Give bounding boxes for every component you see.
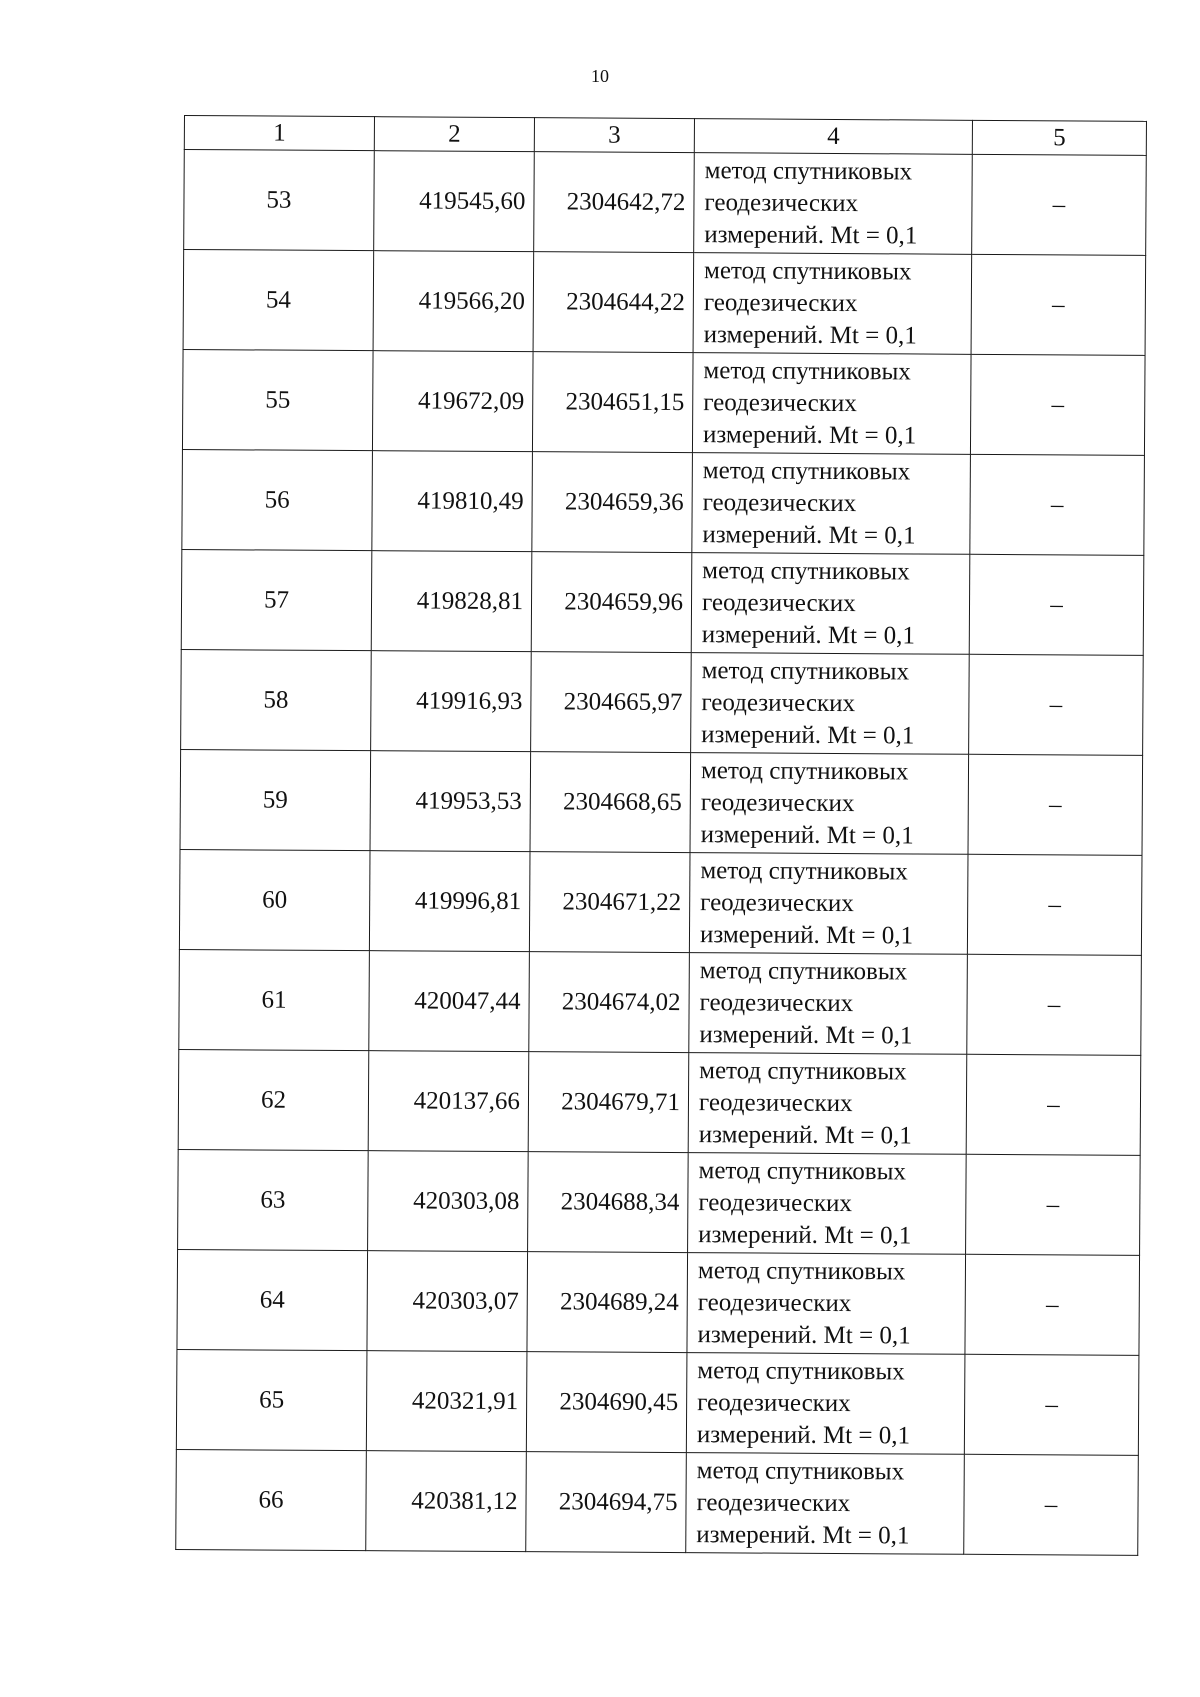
point-number-cell: 53 xyxy=(184,150,375,251)
column-header-4: 4 xyxy=(694,119,972,155)
table-row xyxy=(178,1049,1141,1155)
note-cell: – xyxy=(969,654,1144,755)
x-coordinate-cell: 419545,60 xyxy=(374,151,535,252)
method-line-3: измерений. Mt = 0,1 xyxy=(698,1120,912,1149)
method-line-1: метод спутниковых xyxy=(704,156,913,185)
table-row xyxy=(184,150,1147,256)
method-line-1: метод спутниковых xyxy=(696,1456,905,1485)
y-coordinate-cell: 2304679,71 xyxy=(528,1052,689,1153)
page-number: 10 xyxy=(591,66,609,86)
method-line-2: геодезических xyxy=(696,1488,851,1517)
table-row xyxy=(181,649,1144,755)
y-coordinate-cell: 2304671,22 xyxy=(529,852,690,953)
method-line-1: метод спутниковых xyxy=(701,656,910,685)
method-line-3: измерений. Mt = 0,1 xyxy=(704,220,918,249)
method-line-3: измерений. Mt = 0,1 xyxy=(702,520,916,549)
method-line-1: метод спутниковых xyxy=(700,756,909,785)
x-coordinate-cell: 419916,93 xyxy=(371,651,532,752)
note-cell: – xyxy=(968,754,1143,855)
y-coordinate-cell: 2304690,45 xyxy=(526,1352,687,1453)
note-cell: – xyxy=(967,854,1142,955)
point-number-cell: 63 xyxy=(178,1149,369,1250)
column-header-3: 3 xyxy=(534,118,694,153)
point-number-cell: 66 xyxy=(176,1449,367,1550)
note-cell: – xyxy=(969,554,1144,655)
table-body xyxy=(176,150,1147,1556)
method-line-2: геодезических xyxy=(701,588,856,617)
method-cell xyxy=(686,1453,965,1555)
point-number-cell: 61 xyxy=(179,949,370,1050)
method-line-3: измерений. Mt = 0,1 xyxy=(697,1320,911,1349)
note-cell: – xyxy=(970,454,1145,555)
method-line-1: метод спутниковых xyxy=(699,1056,907,1085)
method-line-3: измерений. Mt = 0,1 xyxy=(698,1220,912,1249)
x-coordinate-cell: 420137,66 xyxy=(368,1051,529,1152)
x-coordinate-cell: 419810,49 xyxy=(372,451,533,552)
method-line-1: метод спутниковых xyxy=(697,1356,905,1385)
table-row xyxy=(176,1349,1139,1455)
x-coordinate-cell: 419953,53 xyxy=(370,751,531,852)
method-line-3: измерений. Mt = 0,1 xyxy=(700,820,914,849)
method-line-2: геодезических xyxy=(698,1088,853,1117)
table-row xyxy=(176,1449,1139,1555)
method-cell xyxy=(686,1353,965,1455)
x-coordinate-cell: 419566,20 xyxy=(373,251,534,352)
column-header-5: 5 xyxy=(972,120,1146,155)
method-line-1: метод спутниковых xyxy=(699,956,908,985)
table-row xyxy=(181,549,1144,655)
coordinates-table xyxy=(175,115,1147,1556)
method-line-3: измерений. Mt = 0,1 xyxy=(702,420,917,449)
method-line-2: геодезических xyxy=(703,288,858,317)
note-cell: – xyxy=(970,354,1145,455)
y-coordinate-cell: 2304688,34 xyxy=(528,1152,689,1253)
note-cell: – xyxy=(964,1354,1139,1455)
note-cell: – xyxy=(964,1454,1139,1555)
method-line-1: метод спутниковых xyxy=(703,356,911,385)
method-line-3: измерений. Mt = 0,1 xyxy=(699,1020,913,1049)
method-line-1: метод спутниковых xyxy=(700,856,908,885)
x-coordinate-cell: 420303,08 xyxy=(368,1151,529,1252)
table-row xyxy=(177,1249,1140,1355)
x-coordinate-cell: 420303,07 xyxy=(367,1251,528,1352)
y-coordinate-cell: 2304674,02 xyxy=(529,952,690,1053)
method-line-2: геодезических xyxy=(697,1388,851,1417)
point-number-cell: 65 xyxy=(176,1349,367,1450)
method-line-2: геодезических xyxy=(704,188,859,217)
column-header-1: 1 xyxy=(184,116,374,151)
method-cell xyxy=(691,553,970,655)
method-line-3: измерений. Mt = 0,1 xyxy=(696,1520,910,1549)
point-number-cell: 58 xyxy=(181,649,372,750)
note-cell: – xyxy=(966,1054,1141,1155)
method-cell xyxy=(692,353,971,455)
method-line-3: измерений. Mt = 0,1 xyxy=(701,620,915,649)
point-number-cell: 62 xyxy=(178,1049,369,1150)
method-line-2: геодезических xyxy=(700,888,854,917)
y-coordinate-cell: 2304694,75 xyxy=(526,1452,687,1553)
y-coordinate-cell: 2304651,15 xyxy=(532,352,693,453)
method-line-1: метод спутниковых xyxy=(702,456,911,485)
point-number-cell: 64 xyxy=(177,1249,368,1350)
method-line-3: измерений. Mt = 0,1 xyxy=(703,320,917,349)
method-line-1: метод спутниковых xyxy=(703,256,912,285)
note-cell: – xyxy=(971,254,1146,355)
method-line-2: геодезических xyxy=(703,388,857,417)
point-number-cell: 57 xyxy=(181,549,372,650)
x-coordinate-cell: 419672,09 xyxy=(372,351,533,452)
point-number-cell: 60 xyxy=(179,849,370,950)
table-row xyxy=(178,1149,1141,1255)
method-line-2: геодезических xyxy=(700,788,855,817)
note-cell: – xyxy=(965,1254,1140,1355)
method-cell xyxy=(689,953,968,1055)
y-coordinate-cell: 2304659,36 xyxy=(532,452,693,553)
method-cell xyxy=(689,853,968,955)
y-coordinate-cell: 2304642,72 xyxy=(534,152,695,253)
point-number-cell: 56 xyxy=(182,449,373,550)
table-row xyxy=(179,949,1142,1055)
method-line-2: геодезических xyxy=(702,488,857,517)
method-cell xyxy=(693,253,972,355)
method-line-1: метод спутниковых xyxy=(698,1156,907,1185)
method-cell xyxy=(688,1053,967,1155)
table-row xyxy=(182,449,1145,555)
table-row xyxy=(182,349,1145,455)
method-cell xyxy=(687,1253,966,1355)
method-line-2: геодезических xyxy=(701,688,856,717)
y-coordinate-cell: 2304659,96 xyxy=(531,552,692,653)
method-cell xyxy=(694,153,973,255)
method-line-3: измерений. Mt = 0,1 xyxy=(701,720,915,749)
method-line-2: геодезических xyxy=(697,1288,852,1317)
method-line-2: геодезических xyxy=(698,1188,853,1217)
y-coordinate-cell: 2304665,97 xyxy=(531,652,692,753)
point-number-cell: 55 xyxy=(182,349,373,450)
column-header-2: 2 xyxy=(374,117,534,152)
note-cell: – xyxy=(972,154,1147,255)
table-row xyxy=(180,749,1143,855)
y-coordinate-cell: 2304668,65 xyxy=(530,752,691,853)
method-cell xyxy=(691,653,970,755)
method-line-3: измерений. Mt = 0,1 xyxy=(699,920,914,949)
y-coordinate-cell: 2304644,22 xyxy=(533,252,694,353)
table-row xyxy=(183,250,1146,356)
point-number-cell: 54 xyxy=(183,250,374,351)
method-cell xyxy=(690,753,969,855)
point-number-cell: 59 xyxy=(180,749,371,850)
table-row xyxy=(179,849,1142,955)
note-cell: – xyxy=(966,1154,1141,1255)
x-coordinate-cell: 419996,81 xyxy=(369,851,530,952)
y-coordinate-cell: 2304689,24 xyxy=(527,1252,688,1353)
method-cell xyxy=(692,453,971,555)
method-line-1: метод спутниковых xyxy=(702,556,910,585)
x-coordinate-cell: 420381,12 xyxy=(366,1451,527,1552)
note-cell: – xyxy=(967,954,1142,1055)
x-coordinate-cell: 420321,91 xyxy=(366,1351,527,1452)
method-cell xyxy=(688,1153,967,1255)
method-line-1: метод спутниковых xyxy=(697,1256,906,1285)
x-coordinate-cell: 419828,81 xyxy=(371,551,532,652)
method-line-3: измерений. Mt = 0,1 xyxy=(696,1420,911,1449)
x-coordinate-cell: 420047,44 xyxy=(369,951,530,1052)
method-line-2: геодезических xyxy=(699,988,854,1017)
